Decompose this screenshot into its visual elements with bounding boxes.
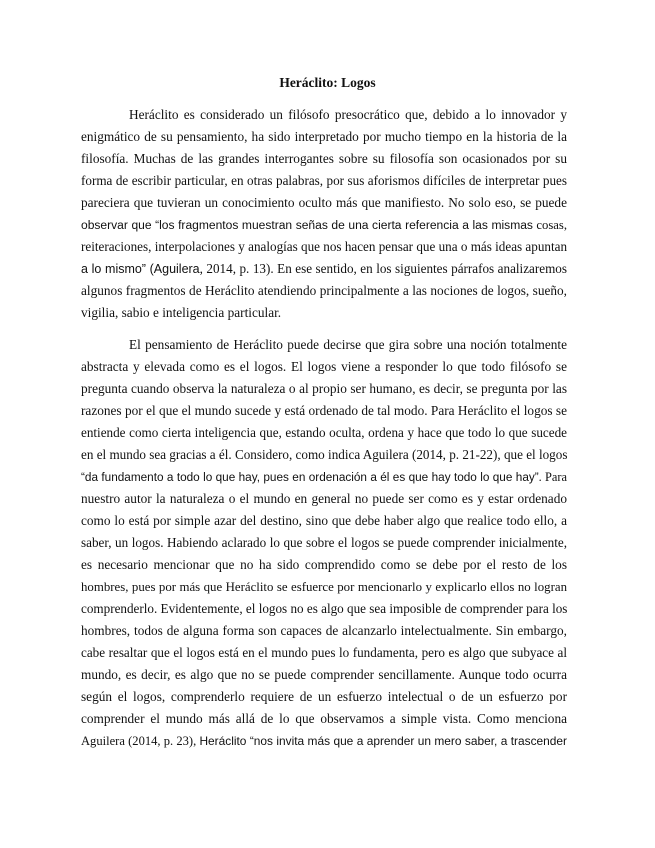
paragraph-1-line-1: Heráclito es considerado un filósofo presocrático que, debido a lo innovador y — [129, 107, 567, 122]
paragraph-1-line-5: pareciera que tuvieran un conocimiento oculto más que manifiesto. No solo eso, se puede — [81, 195, 567, 210]
paragraph-2-line-10: saber, un logos. Habiendo aclarado lo que sobre el logos se puede comprender inicialmente, — [81, 535, 567, 550]
quote-segment: Heráclito “nos invita más que a aprender un mero saber, a trascender — [199, 734, 567, 748]
paragraph-1-line-6 — [81, 217, 567, 233]
paragraph-1-line-4: forma de escribir particular, en otras palabras, por sus aforismos difíciles de interpretar pues — [81, 173, 567, 188]
text-segment: cosas, — [532, 218, 567, 232]
document-title: Heráclito: Logos — [279, 75, 376, 90]
paragraph-2-line-8: nuestro autor la naturaleza o el mundo en general no puede ser como es y estar ordenado — [81, 491, 567, 506]
paragraph-1-line-10: vigilia, sabio e inteligencia particular. — [81, 305, 282, 320]
text-segment: reiteraciones, interpolaciones y analogías que nos hacen pensar que una o más ideas apuntan — [81, 239, 568, 254]
paragraph-2-line-13: comprenderlo. Evidentemente, el logos no es algo que sea imposible de comprender para los — [81, 601, 568, 616]
paragraph-2-line-2: abstracta y elevada como es el logos. El logos viene a responder lo que todo filósofo se — [81, 359, 567, 374]
paragraph-2-line-18: comprender el mundo más allá de lo que observamos a simple vista. Como menciona — [81, 711, 567, 726]
paragraph-2-line-7 — [81, 469, 567, 486]
paragraph-1-line-2: enigmático de su pensamiento, ha sido interpretado por mucho tiempo en la historia de la — [81, 129, 567, 144]
text-segment: , 2014, p. 13). En ese sentido, en los siguientes párrafos analizaremos — [199, 261, 567, 276]
paragraph-2-line-19 — [81, 733, 567, 749]
paragraph-2-line-11: es necesario mencionar que no ha sido comprendido como se debe por el resto de los — [81, 557, 567, 572]
quote-segment: “da fundamento a todo lo que hay, pues en ordenación a él es que hay todo lo que hay” — [81, 471, 539, 484]
paragraph-2-line-9: como lo está por simple azar del destino, sino que debe haber algo que realice todo ello, a — [81, 513, 567, 528]
paragraph-1-line-7 — [81, 239, 567, 255]
quote-segment: observar que “los fragmentos muestran señas de una cierta referencia a las mismas — [81, 218, 533, 232]
paragraph-2-line-16: mundo, es decir, es algo que no se puede comprender sencillamente. Aunque todo ocurra — [81, 667, 567, 682]
paragraph-1-line-9: algunos fragmentos de Heráclito atendiendo principalmente a las nociones de logos, sueño, — [81, 283, 567, 298]
paragraph-2-line-15: cabe resaltar que el logos está en el mundo pues lo fundamenta, pero es algo que subyace al — [81, 645, 567, 660]
text-segment: . Para — [538, 470, 567, 484]
text-segment: Aguilera (2014, p. 23), — [81, 734, 200, 748]
paragraph-2-line-5: entiende como cierta inteligencia que, estando oculta, ordena y hace que todo lo que sucede — [81, 425, 567, 440]
paragraph-1-line-8 — [81, 261, 567, 277]
paragraph-2-line-14: hombres, todos de alguna forma son capaces de alcanzarlo intelectualmente. Sin embargo, — [81, 623, 567, 638]
paragraph-2-line-3: pregunta cuando observa la naturaleza o al propio ser humano, es decir, se pregunta por las — [81, 381, 567, 396]
quote-segment: a lo mismo” (Aguilera — [81, 262, 200, 276]
paragraph-2-line-6: en el mundo sea gracias a él. Considero, como indica Aguilera (2014, p. 21-22), que el logos — [81, 447, 568, 462]
paragraph-1-line-3: filosofía. Muchas de las grandes interrogantes sobre su filosofía son ocasionados por su — [81, 151, 567, 166]
paragraph-2-line-12: hombres, pues por más que Heráclito se esfuerce por mencionarlo y explicarlo ellos no logran — [81, 580, 567, 594]
paragraph-2-line-17: según el logos, comprenderlo requiere de un esfuerzo intelectual o de un esfuerzo por — [81, 689, 567, 704]
paragraph-2-line-4: razones por el que el mundo sucede y está ordenado de tal modo. Para Heráclito el logos se — [81, 403, 567, 418]
paragraph-2-line-1: El pensamiento de Heráclito puede decirse que gira sobre una noción totalmente — [129, 337, 567, 352]
